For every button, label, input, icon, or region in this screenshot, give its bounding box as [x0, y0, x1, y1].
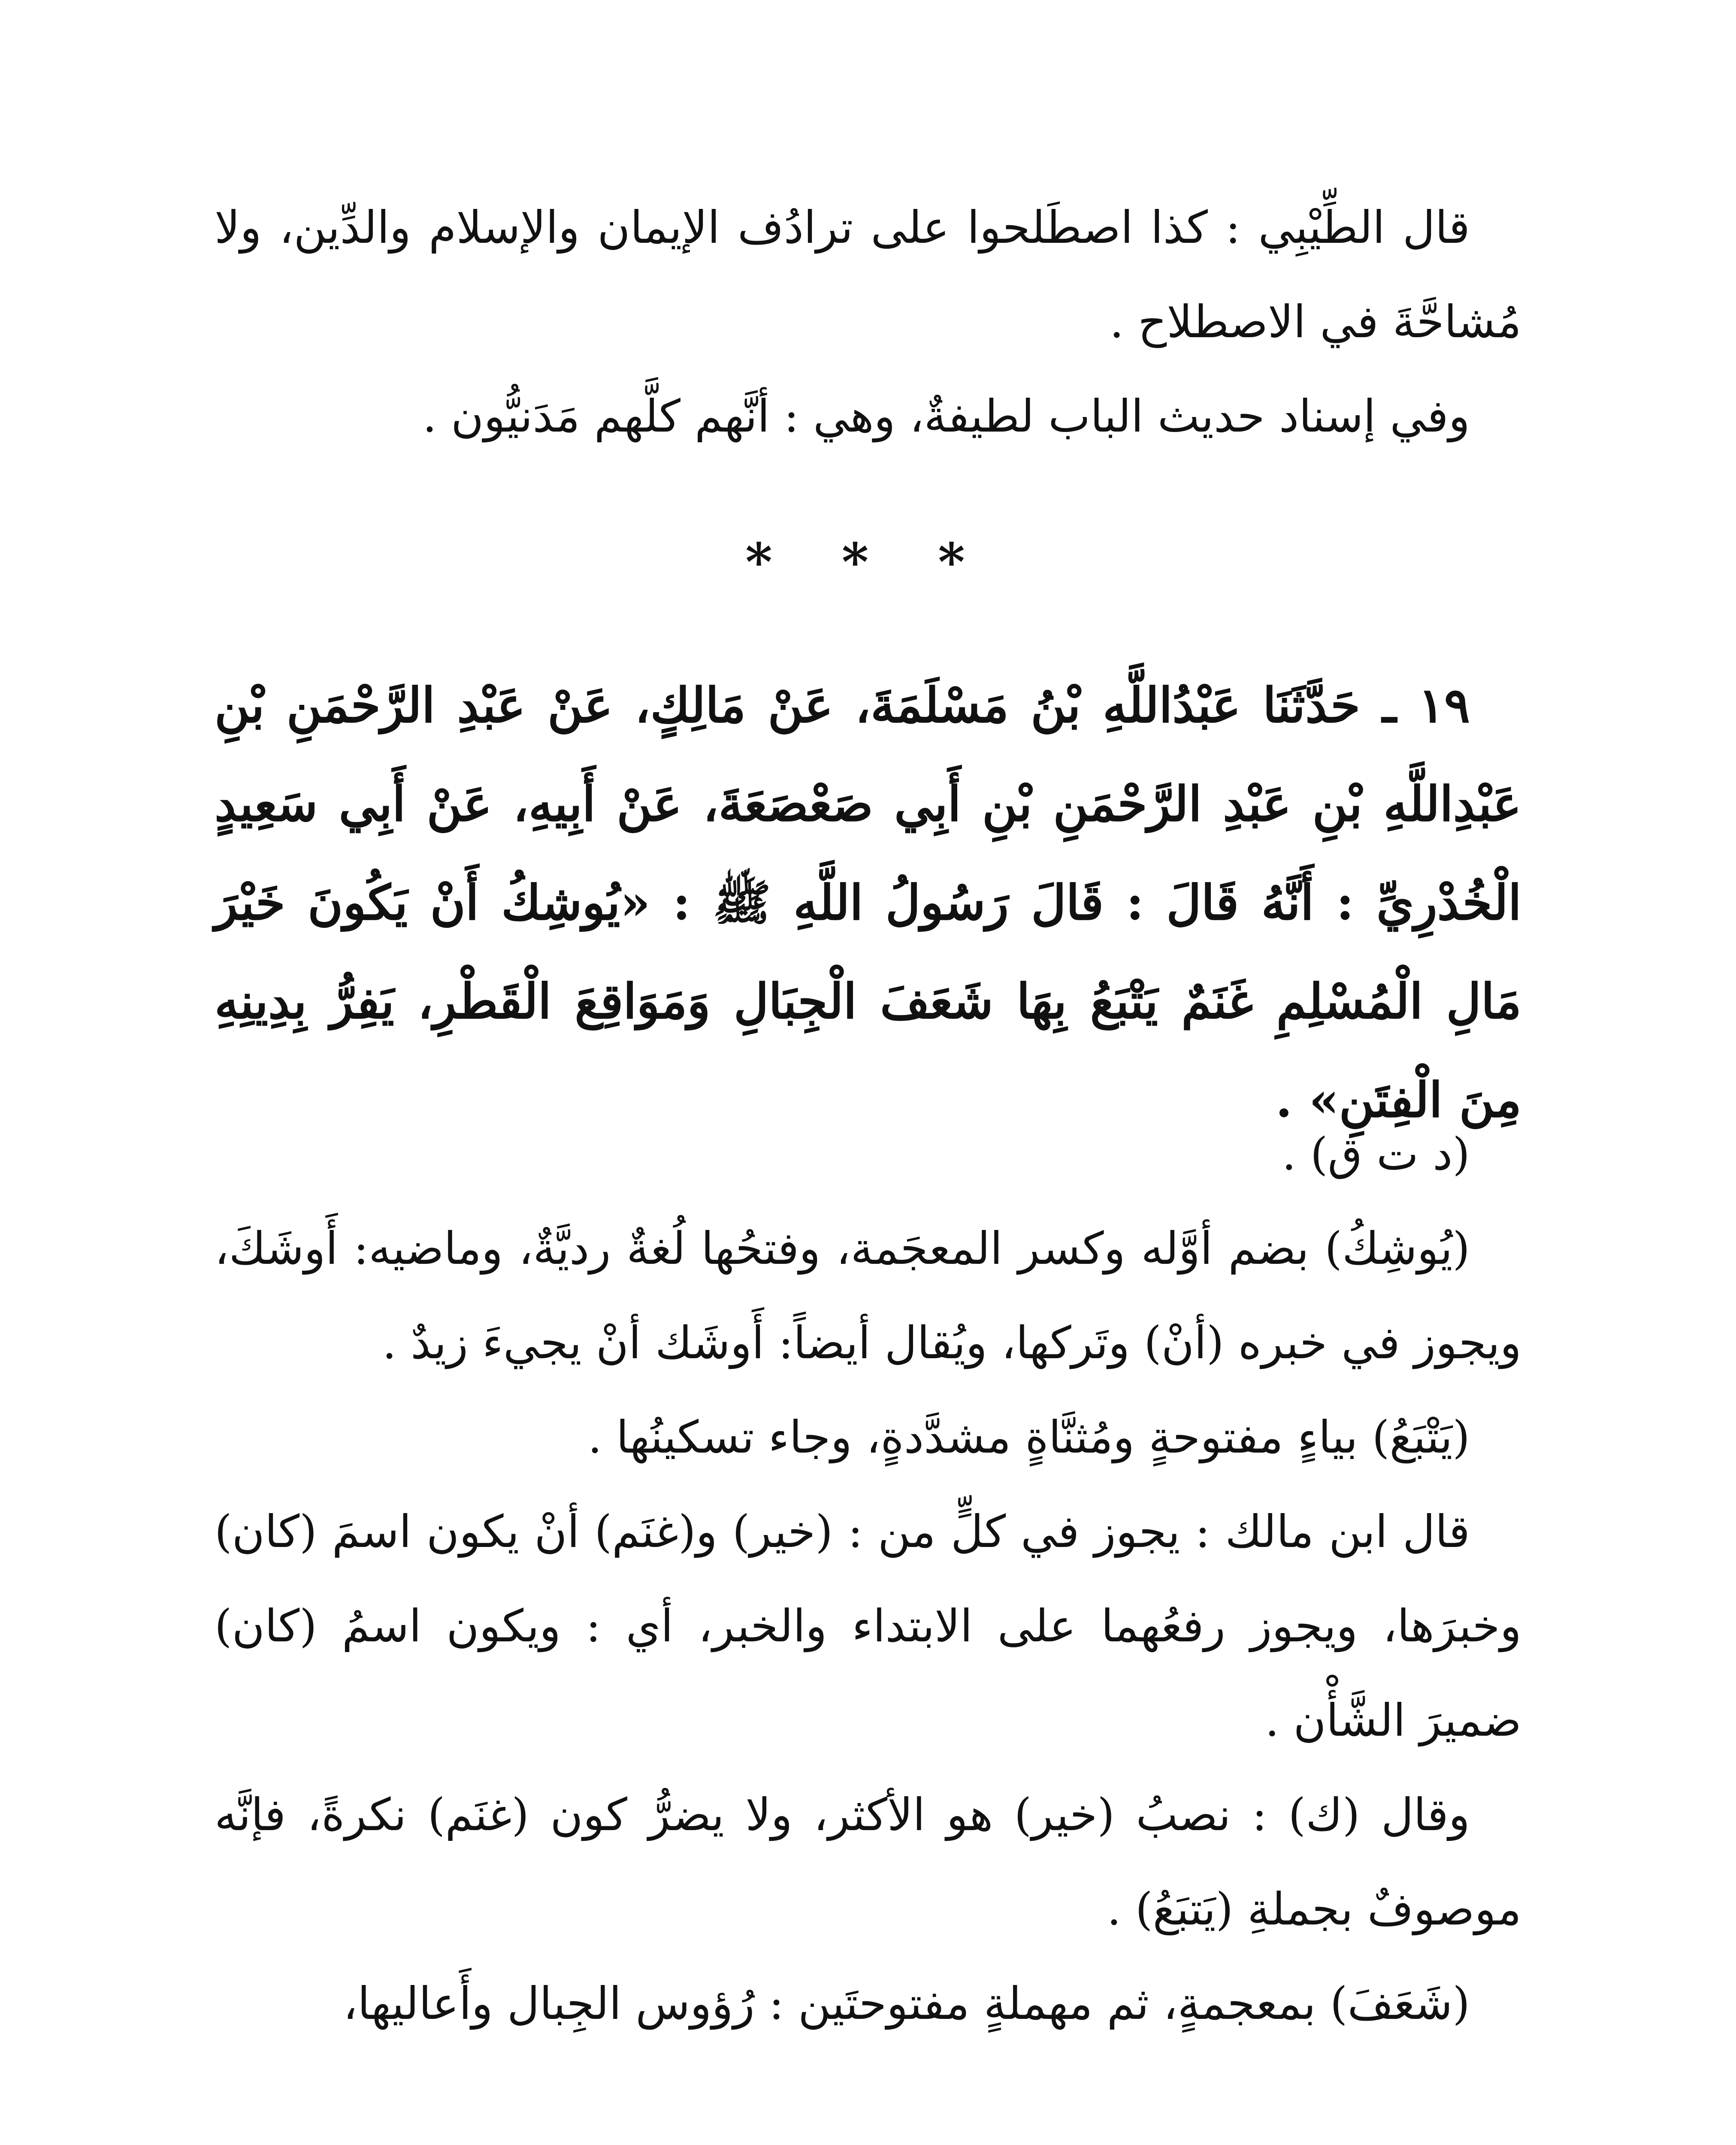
commentary-block [215, 1107, 1521, 2051]
commentary-paragraph: (يُوشِكُ) بضم أوَّله وكسر المعجَمة، وفتحُها لُغةٌ رديَّةٌ، وماضيه: أَوشَكَ، ويجوز في خبره (أنْ) وتَركها، ويُقال أيضاً: أَوشَك أنْ يجيءَ زيدٌ . [215, 1222, 1521, 1369]
isnad-note-paragraph: وفي إسناد حديث الباب لطيفةٌ، وهي : أنَّهم كلَّهم مَدَنيُّون . [422, 390, 1470, 442]
commentary-paragraph: (شَعَفَ) بمعجمةٍ، ثم مهملةٍ مفتوحتَين : رُؤوس الجِبال وأَعاليها، [343, 1977, 1470, 2030]
commentary-paragraph: وقال (ك) : نصبُ (خير) هو الأكثر، ولا يضرُّ كون (غنَم) نكرةً، فإنَّه موصوفٌ بجملةِ (يَتبَعُ) . [215, 1789, 1521, 1935]
hadith-block [215, 656, 1521, 1150]
hadith-text: ١٩ ـ حَدَّثَنَا عَبْدُاللَّهِ بْنُ مَسْلَمَةَ، عَنْ مَالِكٍ، عَنْ عَبْدِ الرَّحْمَنِ بْنِ عَبْدِاللَّهِ بْنِ عَبْدِ الرَّحْمَنِ بْنِ أَبِي صَعْصَعَةَ، عَنْ أَبِيهِ، عَنْ أَبِي سَعِيدٍ الْخُدْرِيِّ : أَنَّهُ قَالَ : قَالَ رَسُولُ اللَّهِ ﷺ : «يُوشِكُ أَنْ يَكُونَ خَيْرَ مَالِ الْمُسْلِمِ غَنَمٌ يَتْبَعُ بِهَا شَعَفَ الْجِبَالِ وَمَوَاقِعَ الْقَطْرِ، يَفِرُّ بِدِينِهِ مِنَ الْفِتَنِ» . [215, 677, 1521, 1128]
commentary-paragraph: (يَتْبَعُ) بياءٍ مفتوحةٍ ومُثنَّاةٍ مشدَّدةٍ، وجاء تسكينُها . [587, 1411, 1470, 1463]
sources-line: (د ت ق) . [1282, 1128, 1470, 1180]
tibi-paragraph: قال الطِّيْبِي : كذا اصطَلحوا على ترادُف الإيمان والإسلام والدِّين، ولا مُشاحَّةَ في الاصطلاح . [215, 201, 1521, 348]
commentary-paragraph: قال ابن مالك : يجوز في كلٍّ من : (خير) و(غنَم) أنْ يكون اسمَ (كان) وخبرَها، ويجوز رفعُهما على الابتداء والخبر، أي : ويكون اسمُ (كان) ضميرَ الشَّأْن . [215, 1505, 1521, 1746]
top-text-block [215, 180, 1521, 463]
section-separator: * * * [745, 532, 991, 592]
